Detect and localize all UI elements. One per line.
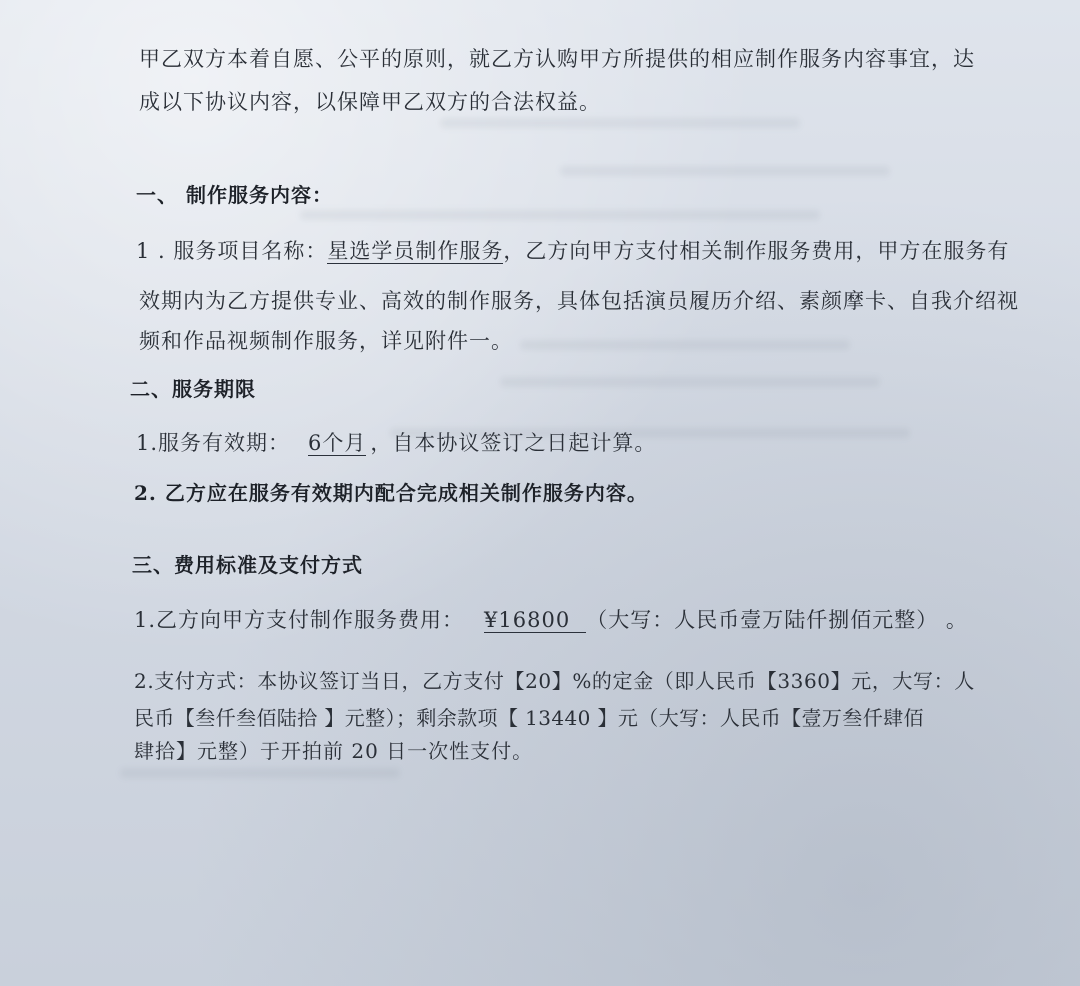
validity-value: 6个月	[308, 431, 367, 455]
section-2-item-1	[136, 429, 656, 457]
section-3-item-2-line-1: 2.支付方式：本协议签订当日，乙方支付【20】%的定金（即人民币【3360】元，大写：人	[134, 669, 975, 693]
section-3-item-2-line-3: 肆拾】元整）于开拍前 20 日一次性支付。	[134, 739, 534, 763]
service-name-value: 星选学员制作服务	[327, 239, 504, 263]
fee-in-words: （大写：人民币壹万陆仟捌佰元整） 。	[586, 608, 968, 632]
document-body	[130, 0, 1036, 986]
section-1-item-1-line-3: 频和作品视频制作服务，详见附件一。	[139, 329, 513, 353]
service-name-label: 1 . 服务项目名称：	[136, 239, 328, 263]
service-name-suffix: ，乙方向甲方支付相关制作服务费用，甲方在服务有	[503, 239, 1010, 263]
fee-amount: ¥16800	[484, 608, 586, 633]
fee-label: 1.乙方向甲方支付制作服务费用：	[134, 608, 465, 632]
section-1-item-1-line-2: 效期内为乙方提供专业、高效的制作服务，具体包括演员履历介绍、素颜摩卡、自我介绍视	[139, 289, 1019, 313]
validity-suffix: ，自本协议签订之日起计算。	[370, 431, 657, 455]
intro-line-2: 成以下协议内容，以保障甲乙双方的合法权益。	[139, 90, 601, 114]
section-2-item-2: 2. 乙方应在服务有效期内配合完成相关制作服务内容。	[134, 481, 648, 505]
validity-label: 1.服务有效期：	[136, 431, 291, 455]
section-3-heading: 三、费用标准及支付方式	[132, 553, 363, 577]
section-1-item-1-line-1	[136, 237, 1009, 265]
section-2-heading: 二、服务期限	[130, 377, 256, 401]
intro-line-1: 甲乙双方本着自愿、公平的原则，就乙方认购甲方所提供的相应制作服务内容事宜，达	[139, 47, 975, 71]
section-3-item-2-line-2: 民币【叁仟叁佰陆拾 】元整）；剩余款项【 13440 】元（大写：人民币【壹万叁仟肆佰	[134, 706, 924, 730]
section-3-item-1	[134, 606, 968, 634]
section-1-heading: 一、 制作服务内容：	[136, 183, 333, 207]
